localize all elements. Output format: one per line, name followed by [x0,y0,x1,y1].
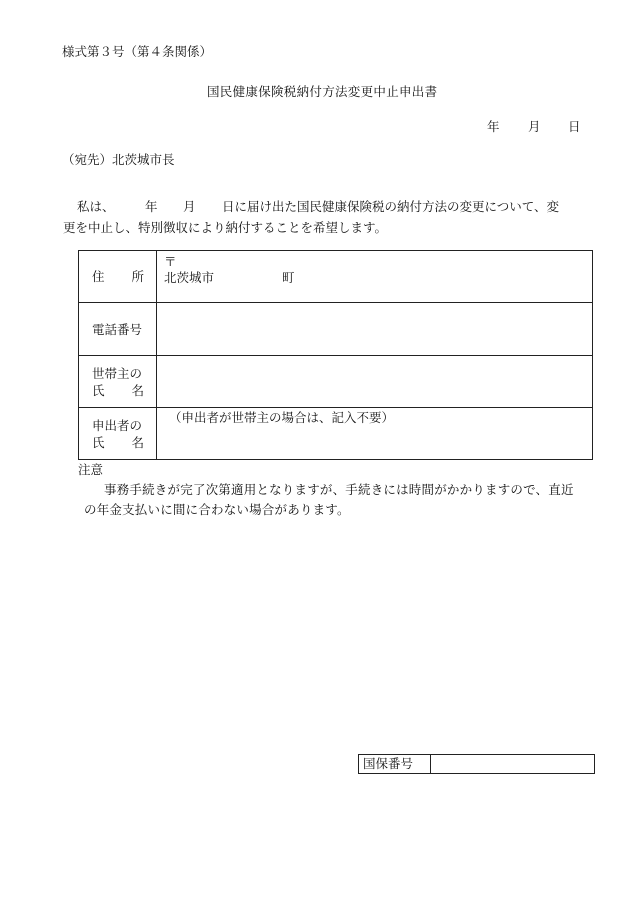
addressee: （宛先）北茨城市長 [62,152,175,167]
applicant-label-a: 氏 [92,434,105,450]
date-year: 年 [487,119,500,134]
applicant-label-b: 名 [131,434,144,450]
postal-mark: 〒 [164,254,177,269]
notice-body: 事務手続きが完了次第適用となりますが、手続きには時間がかかりますので、直近の年金支払いに間に合わない場合があります。 [84,482,574,517]
request-line1: 日に届け出た国民健康保険税の納付方法の変更について、変 [222,199,560,214]
notice-heading: 注意 [78,462,104,477]
applicant-field[interactable] [157,408,593,460]
address-label [79,251,157,303]
head-of-household-field[interactable] [157,356,593,408]
address-city: 北茨城市 [164,270,215,285]
head-label-a: 氏 [92,382,105,398]
address-field[interactable] [157,251,593,303]
insurance-number-field[interactable] [431,755,594,773]
phone-label: 電話番号 [79,303,157,356]
head-label-line1: 世帯主の [92,365,143,381]
head-of-household-row [79,356,593,408]
form-number: 様式第３号（第４条関係） [62,44,213,59]
date-month: 月 [528,119,541,134]
page-title: 国民健康保険税納付方法変更中止申出書 [207,84,438,99]
request-month: 月 [183,199,196,214]
applicant-label [79,408,157,460]
head-label-b: 名 [131,382,144,398]
request-year: 年 [145,199,158,214]
request-line2: 更を中止し、特別徴収により納付することを希望します。 [63,220,388,235]
address-town: 町 [282,270,295,285]
applicant-form-table [78,250,593,460]
phone-row [79,303,593,356]
applicant-note: （申出者が世帯主の場合は、記入不要） [169,410,395,425]
head-of-household-label [79,356,157,408]
date-day: 日 [568,119,581,134]
phone-field[interactable] [157,303,593,356]
address-row [79,251,593,303]
applicant-label-line1: 申出者の [92,417,143,433]
request-prefix: 私は、 [77,199,115,214]
insurance-number-label: 国保番号 [359,755,431,773]
address-label-a: 住 [92,269,105,284]
insurance-number-box [358,754,595,774]
address-label-b: 所 [131,269,144,284]
applicant-row [79,408,593,460]
